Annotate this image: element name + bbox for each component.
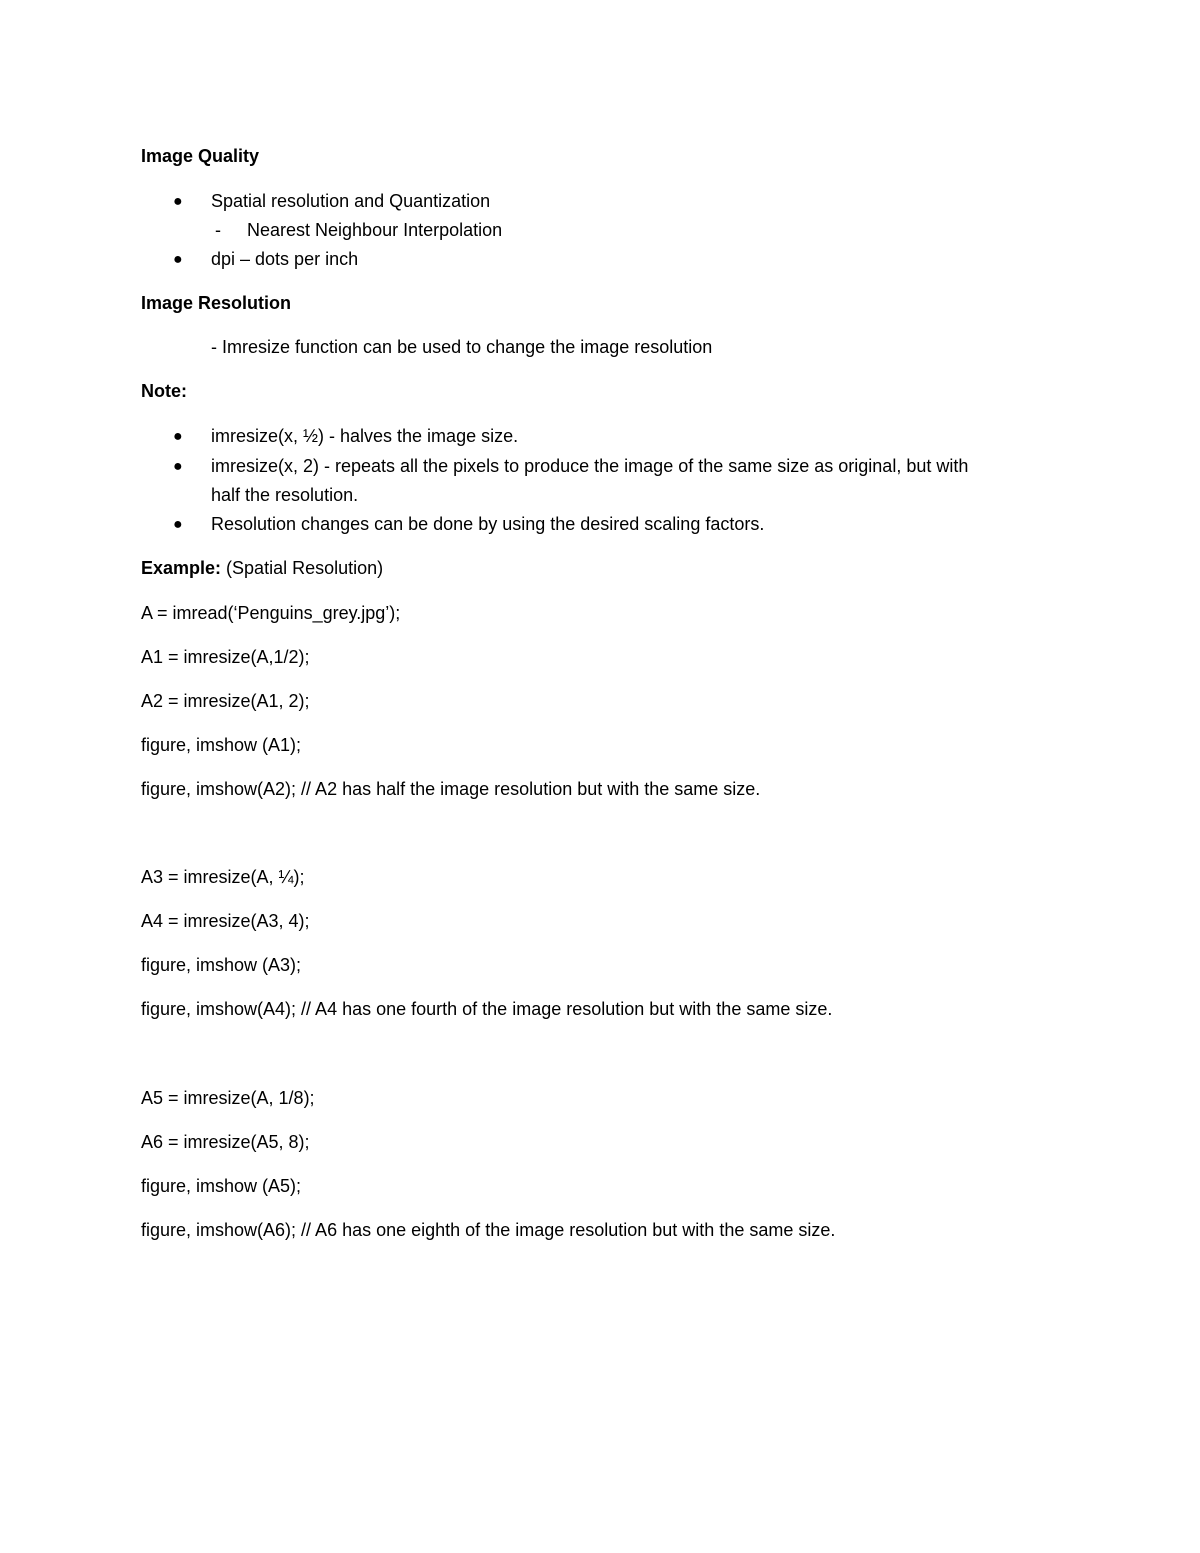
list-item: imresize(x, 2) - repeats all the pixels to produce the image of the same size as original, but with	[211, 456, 969, 476]
resolution-description: - Imresize function can be used to change the image resolution	[211, 337, 713, 357]
example-subtitle: (Spatial Resolution)	[221, 558, 384, 578]
bullet-icon: ●	[173, 193, 183, 210]
code-line: A1 = imresize(A,1/2);	[141, 647, 310, 667]
list-item-continuation: half the resolution.	[211, 485, 359, 505]
sub-list-dash: -	[215, 220, 221, 240]
heading-image-resolution: Image Resolution	[141, 293, 292, 313]
note-label: Note:	[141, 381, 187, 401]
list-item: dpi – dots per inch	[211, 249, 359, 269]
code-line: A5 = imresize(A, 1/8);	[141, 1088, 315, 1108]
code-line: A2 = imresize(A1, 2);	[141, 691, 310, 711]
code-line: figure, imshow (A3);	[141, 955, 302, 975]
code-line: figure, imshow (A5);	[141, 1176, 302, 1196]
list-item: Spatial resolution and Quantization	[211, 191, 491, 211]
bullet-icon: ●	[173, 251, 183, 268]
bullet-icon: ●	[173, 428, 183, 445]
code-line: figure, imshow (A1);	[141, 735, 302, 755]
code-line: figure, imshow(A4); // A4 has one fourth of the image resolution but with the same size.	[141, 999, 833, 1019]
code-line: A3 = imresize(A, ¼);	[141, 867, 305, 887]
code-line: A6 = imresize(A5, 8);	[141, 1132, 310, 1152]
sub-list-item: Nearest Neighbour Interpolation	[247, 220, 503, 240]
code-line: A = imread(‘Penguins_grey.jpg’);	[141, 603, 401, 623]
list-item: Resolution changes can be done by using the desired scaling factors.	[211, 514, 765, 534]
code-line: figure, imshow(A6); // A6 has one eighth of the image resolution but with the same size.	[141, 1220, 836, 1240]
list-item: imresize(x, ½) - halves the image size.	[211, 426, 519, 446]
bullet-icon: ●	[173, 458, 183, 475]
example-label: Example:	[141, 558, 222, 578]
bullet-icon: ●	[173, 516, 183, 533]
example-heading	[141, 557, 383, 579]
code-line: A4 = imresize(A3, 4);	[141, 911, 310, 931]
code-line: figure, imshow(A2); // A2 has half the image resolution but with the same size.	[141, 779, 761, 799]
heading-image-quality: Image Quality	[141, 146, 260, 166]
